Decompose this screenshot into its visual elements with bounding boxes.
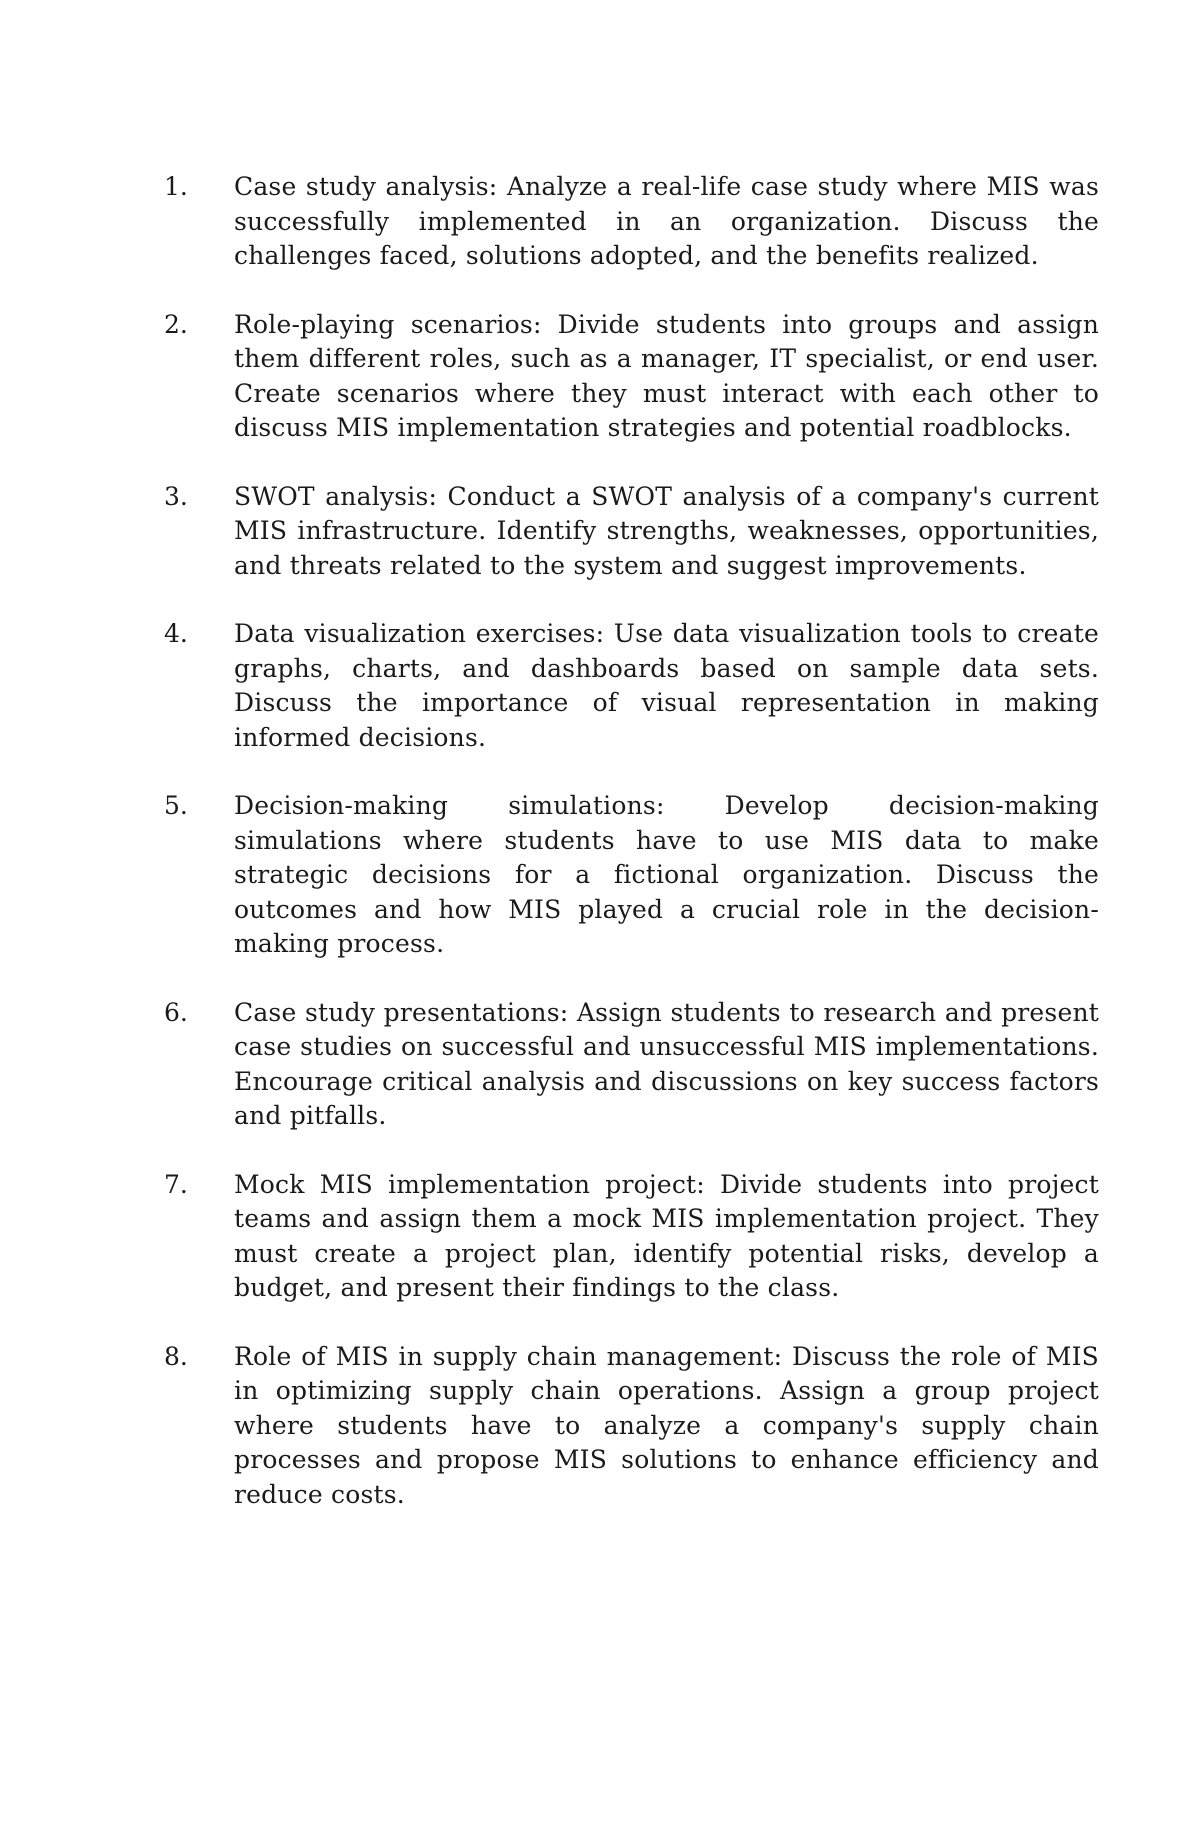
item-number: 6. [164, 997, 188, 1027]
list-item [164, 617, 1099, 755]
list-item [164, 1168, 1099, 1306]
item-number: 2. [164, 309, 188, 339]
item-text: Data visualization exercises: Use data visualization tools to create graphs, charts, and dashboards based on sample data sets. Discuss the importance of visual representation in making informed decisions. [234, 619, 1099, 752]
item-text: Role of MIS in supply chain management: Discuss the role of MIS in optimizing supply chain operations. Assign a group project where students have to analyze a company's supply chain processes and propose MIS solutions to enhance efficiency and reduce costs. [234, 1341, 1099, 1509]
item-number: 5. [164, 791, 188, 820]
list-item [164, 996, 1099, 1134]
item-text: Case study presentations: Assign students to research and present case studies on successful and unsuccessful MIS implementations. Encourage critical analysis and discussions on key success factors and pitfalls. [234, 997, 1099, 1130]
item-number: 8. [164, 1341, 188, 1371]
list-item [164, 308, 1099, 446]
item-number: 4. [164, 619, 188, 648]
item-number: 1. [164, 172, 188, 201]
item-number: 3. [164, 481, 188, 511]
item-text: SWOT analysis: Conduct a SWOT analysis of a company's current MIS infrastructure. Identify strengths, weaknesses, opportunities, and threats related to the system and suggest improvements. [234, 481, 1099, 580]
list-item [164, 480, 1099, 584]
numbered-list [164, 170, 1099, 1546]
list-item [164, 1340, 1099, 1513]
list-item [164, 170, 1099, 274]
item-text: Case study analysis: Analyze a real-life case study where MIS was successfully implemented in an organization. Discuss the challenges faced, solutions adopted, and the benefits realized. [234, 172, 1099, 270]
item-text: Role-playing scenarios: Divide students into groups and assign them different roles, such as a manager, IT specialist, or end user. Create scenarios where they must interact with each other to discuss MIS implementation strategies and potential roadblocks. [234, 309, 1099, 442]
item-text: Decision-making simulations: Develop decision-making simulations where students have to use MIS data to make strategic decisions for a fictional organization. Discuss the outcomes and how MIS played a crucial role in the decision-making process. [234, 791, 1099, 958]
item-text: Mock MIS implementation project: Divide students into project teams and assign them a mock MIS implementation project. They must create a project plan, identify potential risks, develop a budget, and present their findings to the class. [234, 1169, 1099, 1302]
list-item [164, 789, 1099, 962]
item-number: 7. [164, 1169, 188, 1199]
